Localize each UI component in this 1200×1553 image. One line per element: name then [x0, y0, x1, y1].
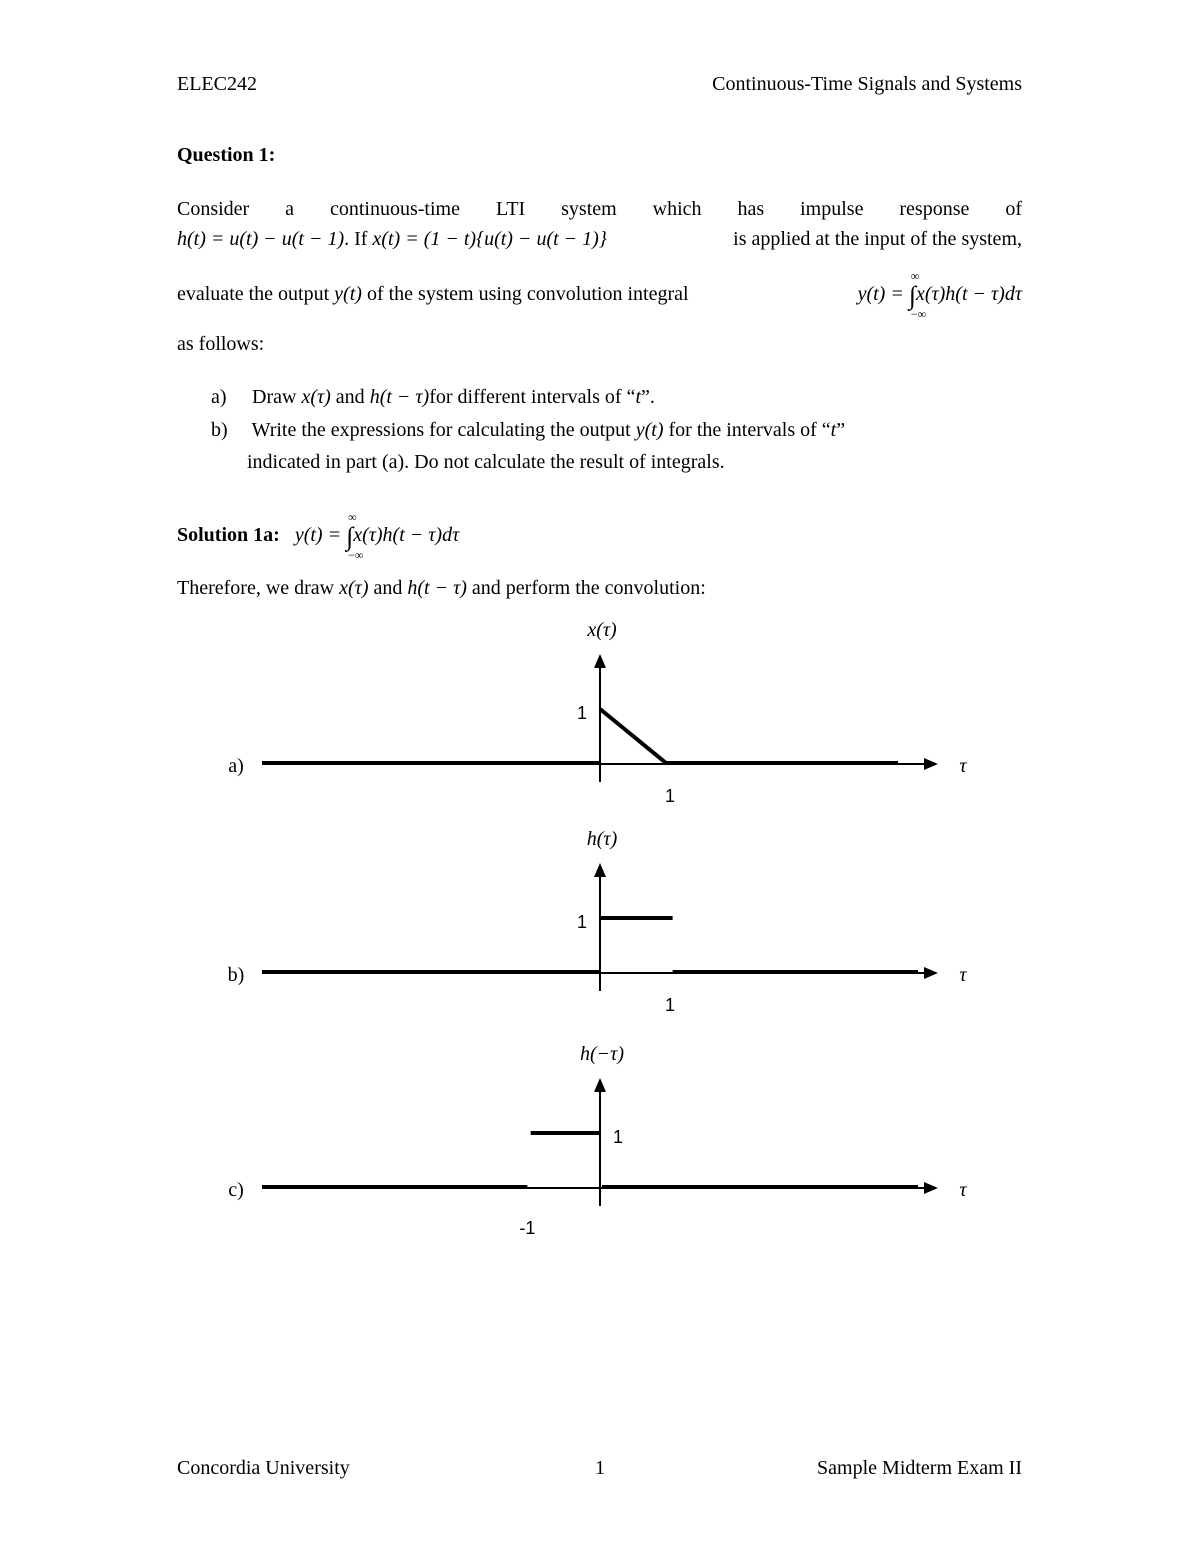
- item-b-pre: Write the expressions for calculating the output: [251, 419, 631, 441]
- impulse-response-expr: h(t) = u(t) − u(t − 1): [177, 228, 345, 250]
- question-line-4: as follows:: [177, 333, 265, 355]
- plot-1-tau-axis-arrow: [924, 758, 938, 770]
- plot-1-part-label: a): [228, 755, 244, 777]
- therefore-h-t-tau: h(t − τ): [407, 577, 467, 599]
- plot-3-y-tick-label: 1: [612, 1127, 624, 1147]
- header-subject: Continuous-Time Signals and Systems: [712, 73, 1022, 95]
- item-b-end: ”: [836, 419, 846, 441]
- therefore-mid: and: [373, 577, 403, 599]
- therefore-x-tau: x(τ): [339, 577, 369, 599]
- header-course: ELEC242: [177, 73, 257, 95]
- plot-2-tau-axis-arrow: [924, 967, 938, 979]
- solution-rhs: x(τ)h(t − τ)dτ: [353, 524, 460, 546]
- plot-1-amplitude-axis-arrow: [594, 654, 606, 668]
- plot-3-part-label: c): [228, 1179, 244, 1201]
- integral-lower-limit: −∞: [910, 307, 927, 321]
- plot-2-title: h(τ): [586, 828, 618, 850]
- therefore-pre: Therefore, we draw: [177, 577, 335, 599]
- list-item-b-line-2: indicated in part (a). Do not calculate the result of integrals.: [247, 451, 725, 473]
- solution-integral-upper: ∞: [348, 510, 357, 524]
- plot-2-part-label: b): [227, 964, 245, 986]
- item-a-end: ”.: [641, 386, 655, 408]
- item-a-mid: and: [335, 386, 365, 408]
- item-a-post: for different intervals of “: [429, 386, 636, 408]
- line3-pre: evaluate the output: [177, 283, 330, 305]
- input-signal-expr: x(t) = (1 − t){u(t) − u(t − 1)}: [372, 228, 607, 250]
- solution-title: Solution 1a:: [177, 524, 280, 546]
- question-title: Question 1:: [177, 144, 276, 166]
- solution-lhs: y(t) =: [294, 524, 342, 546]
- plot-3-x-tick-label: -1: [519, 1218, 536, 1238]
- therefore-post: and perform the convolution:: [471, 577, 706, 599]
- conv-rhs: x(τ)h(t − τ)dτ: [915, 283, 1022, 305]
- plot-2-amplitude-axis-arrow: [594, 863, 606, 877]
- footer-exam-name: Sample Midterm Exam II: [817, 1457, 1022, 1479]
- plot-1-x-tick-label: 1: [664, 786, 676, 806]
- plot-1-title: x(τ): [587, 619, 617, 641]
- output-symbol: y(t): [334, 283, 362, 305]
- plot-2-x-tick-label: 1: [664, 995, 676, 1015]
- solution-integral-sign: ∫ ∞ −∞: [346, 522, 353, 552]
- plot-2-y-tick-label: 1: [576, 912, 588, 932]
- integral-sign: ∫ ∞ −∞: [909, 281, 916, 311]
- plot-3-amplitude-axis-arrow: [594, 1078, 606, 1092]
- plot-3-title: h(−τ): [580, 1043, 624, 1065]
- item-b-y-t: y(t): [635, 419, 664, 441]
- solution-integral-lower: −∞: [348, 548, 364, 562]
- plot-1-signal-ramp: [600, 709, 666, 763]
- question-line-1: Consider a continuous-time LTI system which has impulse response of: [177, 198, 1022, 220]
- list-marker-a: a): [211, 386, 227, 408]
- plot-3-tau-axis-arrow: [924, 1182, 938, 1194]
- item-a-x-tau: x(τ): [301, 386, 331, 408]
- footer-page-number: 1: [595, 1457, 605, 1479]
- integral-upper-limit: ∞: [910, 269, 920, 283]
- item-a-t: t: [635, 386, 641, 408]
- list-marker-b: b): [211, 419, 228, 441]
- footer-university: Concordia University: [177, 1457, 350, 1479]
- plot-2-axis-label: τ: [959, 964, 967, 986]
- line3-mid: of the system using convolution integral: [366, 283, 689, 305]
- item-b-post: for the intervals of “: [668, 419, 831, 441]
- question-line-2-tail: is applied at the input of the system,: [733, 228, 1022, 250]
- plot-3-axis-label: τ: [959, 1179, 967, 1201]
- if-word: . If: [344, 228, 368, 250]
- plot-1-y-tick-label: 1: [576, 703, 588, 723]
- item-b-t: t: [830, 419, 837, 441]
- plot-1-axis-label: τ: [959, 755, 967, 777]
- conv-lhs: y(t) =: [857, 283, 904, 305]
- item-a-pre: Draw: [252, 386, 297, 408]
- item-a-h-t-tau: h(t − τ): [369, 386, 430, 408]
